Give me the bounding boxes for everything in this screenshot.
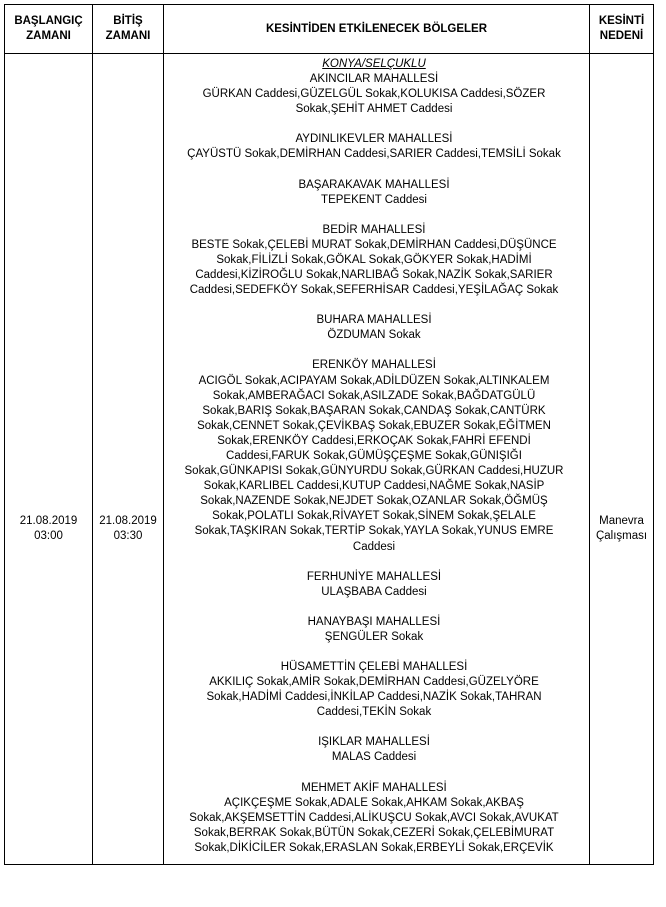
column-divider [589, 5, 590, 864]
district-block [164, 570, 584, 600]
street-list-line: Caddesi,TEKİN Sokak [316, 706, 432, 719]
street-list-line: ULAŞBABA Caddesi [321, 585, 427, 598]
end-time-cell: 21.08.2019 03:30 [99, 515, 157, 542]
street-list-line: Sokak,KARLIBEL Caddesi,KUTUP Caddesi,NAĞME Sokak,NASİP [203, 480, 545, 493]
street-list-line: Sokak,GÜNKAPISI Sokak,GÜNYURDU Sokak,GÜRKAN Caddesi,HUZUR [184, 465, 564, 478]
street-list-line: Caddesi,KİZİROĞLU Sokak,NARLIBAĞ Sokak,NAZİK Sokak,SARIER [195, 269, 553, 282]
street-list-line: Sokak,ŞEHİT AHMET Caddesi [295, 103, 453, 116]
district-block [164, 615, 584, 645]
reason-cell: Manevra Çalışması [595, 515, 648, 542]
street-list-line: Sokak,BERRAK Sokak,BÜTÜN Sokak,CEZERİ Sokak,ÇELEBİMURAT [193, 826, 555, 839]
street-list-line: Caddesi,FARUK Sokak,GÜMÜŞÇEŞME Sokak,GÜNIŞIĞI [226, 449, 522, 462]
regions-cell [164, 57, 584, 856]
district-block [164, 313, 584, 343]
street-list-line: ÖZDUMAN Sokak [327, 329, 421, 342]
start-time-cell: 21.08.2019 03:00 [19, 515, 78, 542]
street-list-line: AÇIKÇEŞME Sokak,ADALE Sokak,AHKAM Sokak,AKBAŞ [224, 796, 524, 809]
street-list-line: Sokak,AKŞEMSETTİN Caddesi,ALİKUŞCU Sokak,AVCI Sokak,AVUKAT [189, 811, 559, 824]
district-block [164, 660, 584, 720]
header-end-time: BİTİŞ ZAMANI [105, 15, 151, 42]
district-name: MEHMET AKİF MAHALLESİ [301, 781, 447, 794]
street-list-line: Sokak,HADİMİ Caddesi,İNKİLAP Caddesi,NAZİK Sokak,TAHRAN [206, 691, 542, 704]
city-district-title: KONYA/SELÇUKLU [322, 58, 426, 70]
district-name: FERHUNİYE MAHALLESİ [306, 570, 442, 583]
header-divider [5, 53, 653, 54]
street-list-line: Caddesi [352, 540, 396, 553]
district-name: HÜSAMETTİN ÇELEBİ MAHALLESİ [280, 661, 468, 673]
street-list-line: Sokak,AMBERAĞACI Sokak,ASILZADE Sokak,BAĞDATGÜLÜ [212, 389, 536, 402]
street-list-line: AKKILIÇ Sokak,AMİR Sokak,DEMİRHAN Caddesi,GÜZELYÖRE [209, 676, 539, 689]
street-list-line: ŞENGÜLER Sokak [324, 630, 424, 643]
column-divider [92, 5, 93, 864]
header-affected-regions: KESİNTİDEN ETKİLENECEK BÖLGELER [265, 22, 488, 35]
street-list-line: Sokak,ERENKÖY Caddesi,ERKOÇAK Sokak,FAHRİ EFENDİ [217, 434, 531, 447]
street-list-line: Sokak,NAZENDE Sokak,NEJDET Sokak,OZANLAR Sokak,ÖĞMÜŞ [200, 495, 548, 508]
district-name: BUHARA MAHALLESİ [316, 314, 432, 327]
district-block [164, 178, 584, 208]
district-name: HANAYBAŞI MAHALLESİ [307, 615, 441, 628]
street-list-line: MALAS Caddesi [331, 751, 417, 764]
district-block [164, 735, 584, 765]
district-name: AKINCILAR MAHALLESİ [309, 73, 439, 86]
district-block [164, 358, 584, 554]
district-name: BEDİR MAHALLESİ [322, 223, 426, 236]
district-block [164, 132, 584, 162]
district-block [164, 781, 584, 856]
street-list-line: ACIGÖL Sokak,ACIPAYAM Sokak,ADİLDÜZEN Sokak,ALTINKALEM [198, 374, 550, 387]
district-list [164, 72, 584, 856]
district-name: AYDINLIKEVLER MAHALLESİ [295, 133, 453, 146]
district-name: BAŞARAKAVAK MAHALLESİ [298, 178, 450, 191]
street-list-line: TEPEKENT Caddesi [321, 193, 427, 206]
district-name: IŞIKLAR MAHALLESİ [318, 736, 430, 749]
district-name: ERENKÖY MAHALLESİ [312, 359, 436, 372]
street-list-line: Sokak,TAŞKIRAN Sokak,TERTİP Sokak,YAYLA Sokak,YUNUS EMRE [194, 525, 554, 538]
district-block [164, 223, 584, 298]
header-outage-reason: KESİNTİ NEDENİ [598, 15, 645, 42]
street-list-line: Sokak,CENNET Sokak,ÇEVİKBAŞ Sokak,EBUZER Sokak,EĞİTMEN [197, 419, 551, 432]
street-list-line: BESTE Sokak,ÇELEBİ MURAT Sokak,DEMİRHAN Caddesi,DÜŞÜNCE [191, 238, 557, 251]
street-list-line: ÇAYÜSTÜ Sokak,DEMİRHAN Caddesi,SARIER Caddesi,TEMSİLİ Sokak [187, 148, 561, 161]
street-list-line: Sokak,POLATLI Sokak,RİVAYET Sokak,SİNEM Sokak,ŞELALE [212, 510, 536, 523]
street-list-line: GÜRKAN Caddesi,GÜZELGÜL Sokak,KOLUKISA Caddesi,SÖZER [202, 88, 546, 101]
street-list-line: Sokak,BARIŞ Sokak,BAŞARAN Sokak,CANDAŞ Sokak,CANTÜRK [202, 404, 546, 417]
street-list-line: Caddesi,SEDEFKÖY Sokak,SEFERHİSAR Caddesi,YEŞİLAĞAÇ Sokak [189, 284, 559, 297]
street-list-line: Sokak,DİKİCİLER Sokak,ERASLAN Sokak,ERBEYLİ Sokak,ERÇEVİK [194, 841, 554, 854]
district-block [164, 72, 584, 117]
header-start-time: BAŞLANGIÇ ZAMANI [14, 15, 83, 42]
street-list-line: Sokak,FİLİZLİ Sokak,GÖKAL Sokak,GÖKYER Sokak,HADİMİ [216, 253, 532, 266]
